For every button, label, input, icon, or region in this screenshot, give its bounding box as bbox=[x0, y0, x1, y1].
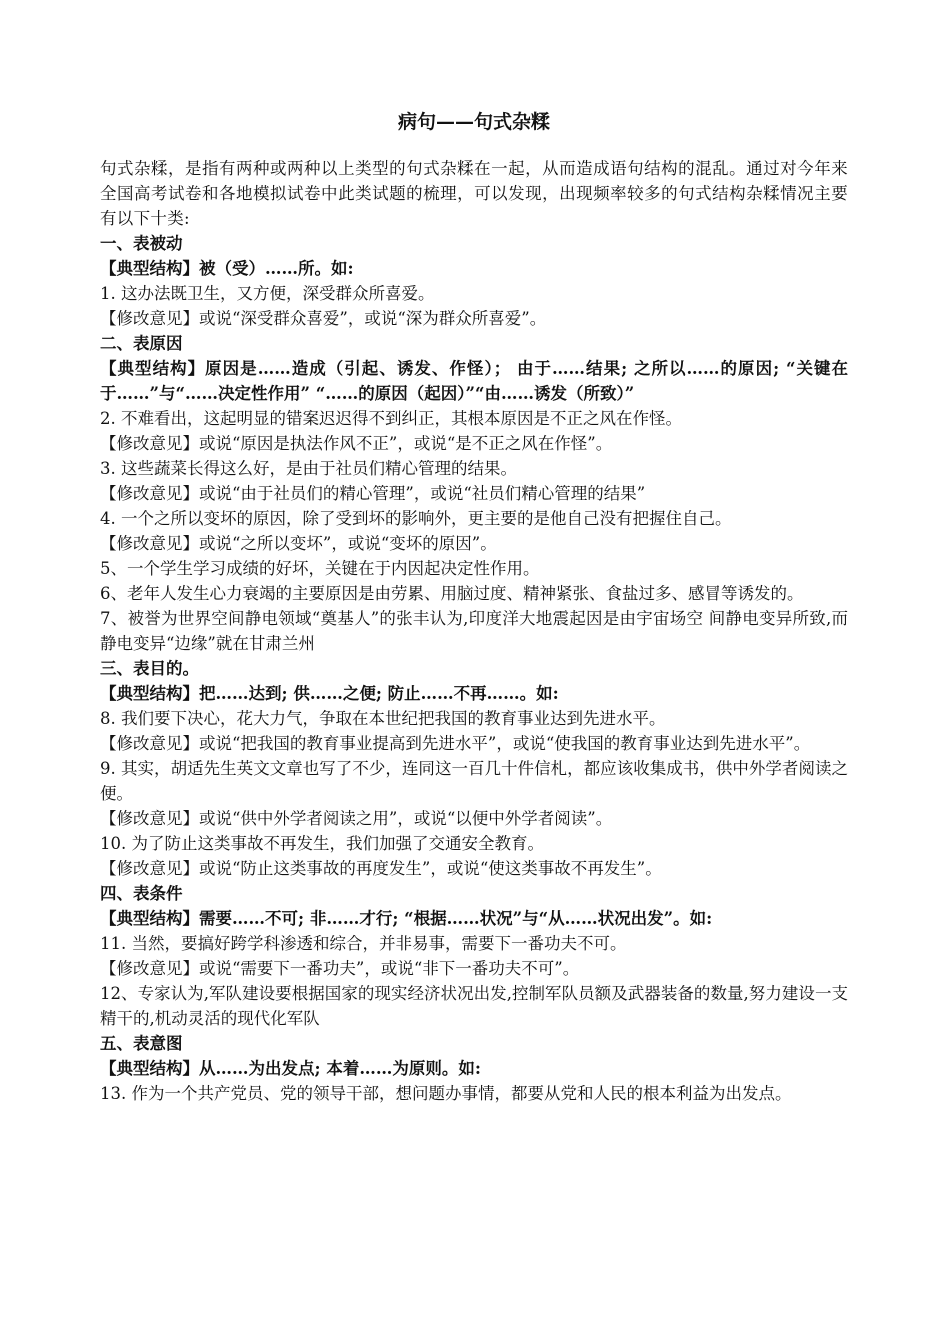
page-title: 病句——句式杂糅 bbox=[397, 111, 550, 133]
example-line: 9. 其实，胡适先生英文文章也写了不少，连同这一百几十件信札，都应该收集成书，供中外学者阅读之便。 bbox=[100, 759, 848, 803]
revision-line: 【修改意见】或说“需要下一番功夫”，或说“非下一番功夫不可”。 bbox=[100, 959, 580, 978]
section-passive bbox=[100, 231, 848, 331]
section-heading: 三、表目的。 bbox=[100, 659, 199, 678]
intro-paragraph: 句式杂糅，是指有两种或两种以上类型的句式杂糅在一起，从而造成语句结构的混乱。通过对今年来全国高考试卷和各地模拟试卷中此类试题的梳理，可以发现，出现频率较多的句式结构杂糅情况主要有以下十类: bbox=[100, 159, 848, 228]
section-intention bbox=[100, 1031, 848, 1106]
example-line: 2. 不难看出，这起明显的错案迟迟得不到纠正，其根本原因是不正之风在作怪。 bbox=[100, 409, 682, 428]
revision-line: 【修改意见】或说“之所以变坏”，或说“变坏的原因”。 bbox=[100, 534, 497, 553]
section-condition bbox=[100, 881, 848, 1031]
example-line: 6、老年人发生心力衰竭的主要原因是由劳累、用脑过度、精神紧张、食盐过多、感冒等诱发的。 bbox=[100, 584, 804, 603]
example-line: 8. 我们要下决心，花大力气，争取在本世纪把我国的教育事业达到先进水平。 bbox=[100, 709, 666, 728]
example-line: 3. 这些蔬菜长得这么好，是由于社员们精心管理的结果。 bbox=[100, 459, 517, 478]
typical-structure: 【典型结构】原因是……造成（引起、诱发、作怪）； 由于……结果; 之所以……的原因; “关键在于……”与“……决定性作用” “……的原因（起因）”“由……诱发（所致）” bbox=[100, 359, 848, 403]
section-heading: 四、表条件 bbox=[100, 884, 183, 903]
section-heading: 二、表原因 bbox=[100, 334, 183, 353]
section-cause bbox=[100, 331, 848, 656]
typical-structure: 【典型结构】从……为出发点; 本着……为原则。如: bbox=[100, 1059, 481, 1078]
section-heading: 五、表意图 bbox=[100, 1034, 183, 1053]
typical-structure: 【典型结构】被（受）……所。如: bbox=[100, 259, 354, 278]
revision-line: 【修改意见】或说“供中外学者阅读之用”，或说“以便中外学者阅读”。 bbox=[100, 809, 613, 828]
revision-line: 【修改意见】或说“由于社员们的精心管理”，或说“社员们精心管理的结果” bbox=[100, 484, 646, 503]
document-page bbox=[100, 108, 848, 1106]
example-line: 7、被誉为世界空间静电领域“奠基人”的张丰认为,印度洋大地震起因是由宇宙场空 间静电变异所致,而静电变异“边缘”就在甘肃兰州 bbox=[100, 609, 848, 653]
example-line: 12、专家认为,军队建设要根据国家的现实经济状况出发,控制军队员额及武器装备的数量,努力建设一支精干的,机动灵活的现代化军队 bbox=[100, 984, 848, 1028]
typical-structure: 【典型结构】把……达到; 供……之便; 防止……不再……。如: bbox=[100, 684, 559, 703]
revision-line: 【修改意见】或说“原因是执法作风不正”，或说“是不正之风在作怪”。 bbox=[100, 434, 613, 453]
example-line: 11. 当然，要搞好跨学科渗透和综合，并非易事，需要下一番功夫不可。 bbox=[100, 934, 627, 953]
revision-line: 【修改意见】或说“把我国的教育事业提高到先进水平”，或说“使我国的教育事业达到先进水平”。 bbox=[100, 734, 811, 753]
example-line: 1. 这办法既卫生，又方便，深受群众所喜爱。 bbox=[100, 284, 435, 303]
revision-line: 【修改意见】或说“防止这类事故的再度发生”，或说“使这类事故不再发生”。 bbox=[100, 859, 662, 878]
example-line: 13. 作为一个共产党员、党的领导干部，想问题办事情，都要从党和人民的根本利益为出发点。 bbox=[100, 1084, 792, 1103]
section-heading: 一、表被动 bbox=[100, 234, 183, 253]
revision-line: 【修改意见】或说“深受群众喜爱”，或说“深为群众所喜爱”。 bbox=[100, 309, 547, 328]
example-line: 5、一个学生学习成绩的好坏，关键在于内因起决定性作用。 bbox=[100, 559, 540, 578]
section-purpose bbox=[100, 656, 848, 881]
example-line: 10. 为了防止这类事故不再发生，我们加强了交通安全教育。 bbox=[100, 834, 544, 853]
typical-structure: 【典型结构】需要……不可; 非……才行; “根据……状况”与“从……状况出发”。如: bbox=[100, 909, 713, 928]
example-line: 4. 一个之所以变坏的原因，除了受到坏的影响外，更主要的是他自己没有把握住自己。 bbox=[100, 509, 732, 528]
